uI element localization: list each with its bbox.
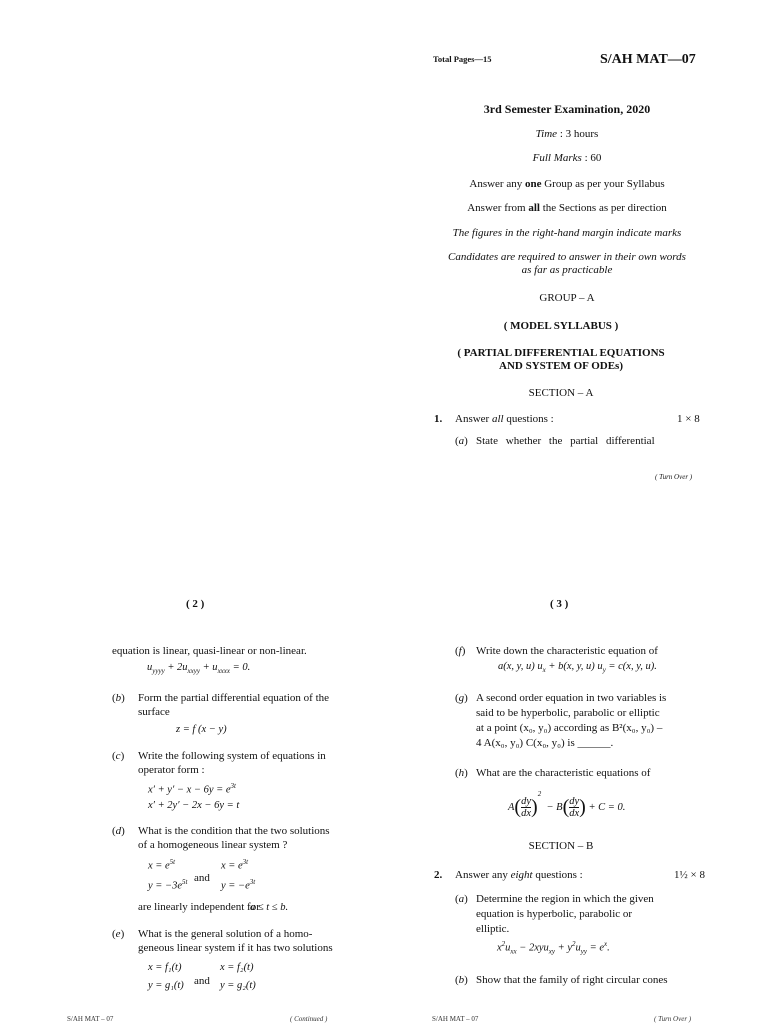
instruction-sections: Answer from all the Sections as per direction xyxy=(467,202,667,214)
q1f-text: Write down the characteristic equation of xyxy=(476,645,658,657)
equation-b: z = f (x − y) xyxy=(176,724,227,735)
equation-e-right1: x = f₂(t) xyxy=(220,962,254,973)
candidates-note-line1: Candidates are required to answer in their own words xyxy=(448,251,686,263)
q1a-label: (a) xyxy=(455,435,468,447)
q1e-label: (e) xyxy=(112,928,125,940)
equation-e-right2: y = g₂(t) xyxy=(220,980,256,991)
exam-title: 3rd Semester Examination, 2020 xyxy=(483,102,651,116)
q1d-label: (d) xyxy=(112,825,125,837)
q1d-range: a ≤ t ≤ b. xyxy=(250,902,289,913)
q1g-line1: A second order equation in two variables is xyxy=(476,692,667,704)
q1h-label: (h) xyxy=(455,767,468,779)
equation-a: $u_{yyyy} + 2u_{xxyy} + u_{xxxx} = 0$. xyxy=(147,662,251,676)
q2a-line3: elliptic. xyxy=(476,923,510,935)
q1a-continued: equation is linear, quasi-linear or non-linear. xyxy=(112,645,307,657)
q1-marks: 1 × 8 xyxy=(677,413,700,425)
footer-code-page2: S/AH MAT – 07 xyxy=(67,1015,114,1023)
q2b-label: (b) xyxy=(455,974,468,986)
q1d-line2: of a homogeneous linear system ? xyxy=(138,839,288,851)
equation-d-right1: $x = e^{3t}$ xyxy=(221,858,249,872)
q1g-label: (g) xyxy=(455,692,468,704)
subject-line-1: ( PARTIAL DIFFERENTIAL EQUATIONS xyxy=(457,347,665,359)
total-pages: Total Pages—15 xyxy=(433,54,492,64)
q1a-text: State whether the partial differential xyxy=(476,435,655,447)
q1e-line2: geneous linear system if it has two solutions xyxy=(138,942,333,954)
q1e-line1: What is the general solution of a homo- xyxy=(138,928,313,940)
q2a-label: (a) xyxy=(455,893,468,905)
q2a-line1: Determine the region in which the given xyxy=(476,893,654,905)
q2-number: 2. xyxy=(434,869,443,881)
equation-h: A( $\frac{dy}{dx}$ )$^2$ − B( $\frac{dy}{dx}$ ) + C = 0. xyxy=(508,790,626,820)
q2b-text: Show that the family of right circular cones xyxy=(476,974,668,986)
q1b-line2: surface xyxy=(138,706,170,718)
equation-e-left1: x = f₁(t) xyxy=(148,962,182,973)
equation-e-and: and xyxy=(194,975,210,987)
q1d-line1: What is the condition that the two solutions xyxy=(138,825,330,837)
equation-c1: $x' + y' - x - 6y = e^{3t}$ xyxy=(148,782,236,796)
full-marks-line: Full Marks : 60 xyxy=(532,152,602,164)
instruction-group: Answer any one Group as per your Syllabus xyxy=(469,178,665,190)
equation-d-and: and xyxy=(194,872,210,884)
time-line: Time : 3 hours xyxy=(535,128,599,140)
q2a-line2: equation is hyperbolic, parabolic or xyxy=(476,908,633,920)
equation-c2: x′ + 2y′ − 2x − 6y = t xyxy=(148,800,240,811)
footer-continued: ( Continued ) xyxy=(290,1015,328,1023)
q1b-line1: Form the partial differential equation of the xyxy=(138,692,330,704)
page-number-2: ( 2 ) xyxy=(186,598,205,610)
equation-f: a(x, y, u) $u_x + b(x$, y, u) $u_y = c(x$, y, u). xyxy=(498,661,657,675)
q2-text: Answer any eight questions : xyxy=(455,869,583,881)
q1g-line4: 4 A(x₀, y₀) C(x₀, y₀) is ______. xyxy=(476,737,614,749)
model-syllabus: ( MODEL SYLLABUS ) xyxy=(503,320,619,332)
figures-note: The figures in the right-hand margin indicate marks xyxy=(452,227,682,239)
q1g-line3: at a point (x₀, y₀) according as B²(x₀, y₀) – xyxy=(476,722,663,734)
q1c-line1: Write the following system of equations in xyxy=(138,750,326,762)
page-number-3: ( 3 ) xyxy=(550,598,569,610)
q1d-tail: are linearly independent for xyxy=(138,901,260,913)
subject-line-2: AND SYSTEM OF ODEs) xyxy=(499,360,623,372)
q1c-line2: operator form : xyxy=(138,764,205,776)
equation-d-left1: $x = e^{5t}$ xyxy=(148,858,176,872)
equation-e-left2: y = g₁(t) xyxy=(148,980,184,991)
group-heading: GROUP – A xyxy=(539,292,595,304)
section-b-heading: SECTION – B xyxy=(528,840,594,852)
q1h-text: What are the characteristic equations of xyxy=(476,767,651,779)
section-a-heading: SECTION – A xyxy=(528,387,594,399)
footer-turn-over: ( Turn Over ) xyxy=(654,1015,692,1023)
q1-text: Answer all questions : xyxy=(455,413,554,425)
turn-over-label: ( Turn Over ) xyxy=(655,473,693,481)
equation-2a: $x^2u_{xx} - 2xyu_{xy} + y^2u_{yy} = e^x$. xyxy=(497,940,610,956)
paper-code: S/AH MAT—07 xyxy=(600,52,696,67)
q1f-label: (f) xyxy=(455,645,466,657)
q1-number: 1. xyxy=(434,413,443,425)
equation-d-right2: $y = -e^{3t}$ xyxy=(221,878,256,892)
q1c-label: (c) xyxy=(112,750,125,762)
q1g-line2: said to be hyperbolic, parabolic or elliptic xyxy=(476,707,660,719)
q1b-label: (b) xyxy=(112,692,125,704)
candidates-note-line2: as far as practicable xyxy=(521,264,613,276)
equation-d-left2: $y = -3e^{5t}$ xyxy=(148,878,188,892)
q2-marks: 1½ × 8 xyxy=(674,869,705,881)
footer-code-page3: S/AH MAT – 07 xyxy=(432,1015,479,1023)
